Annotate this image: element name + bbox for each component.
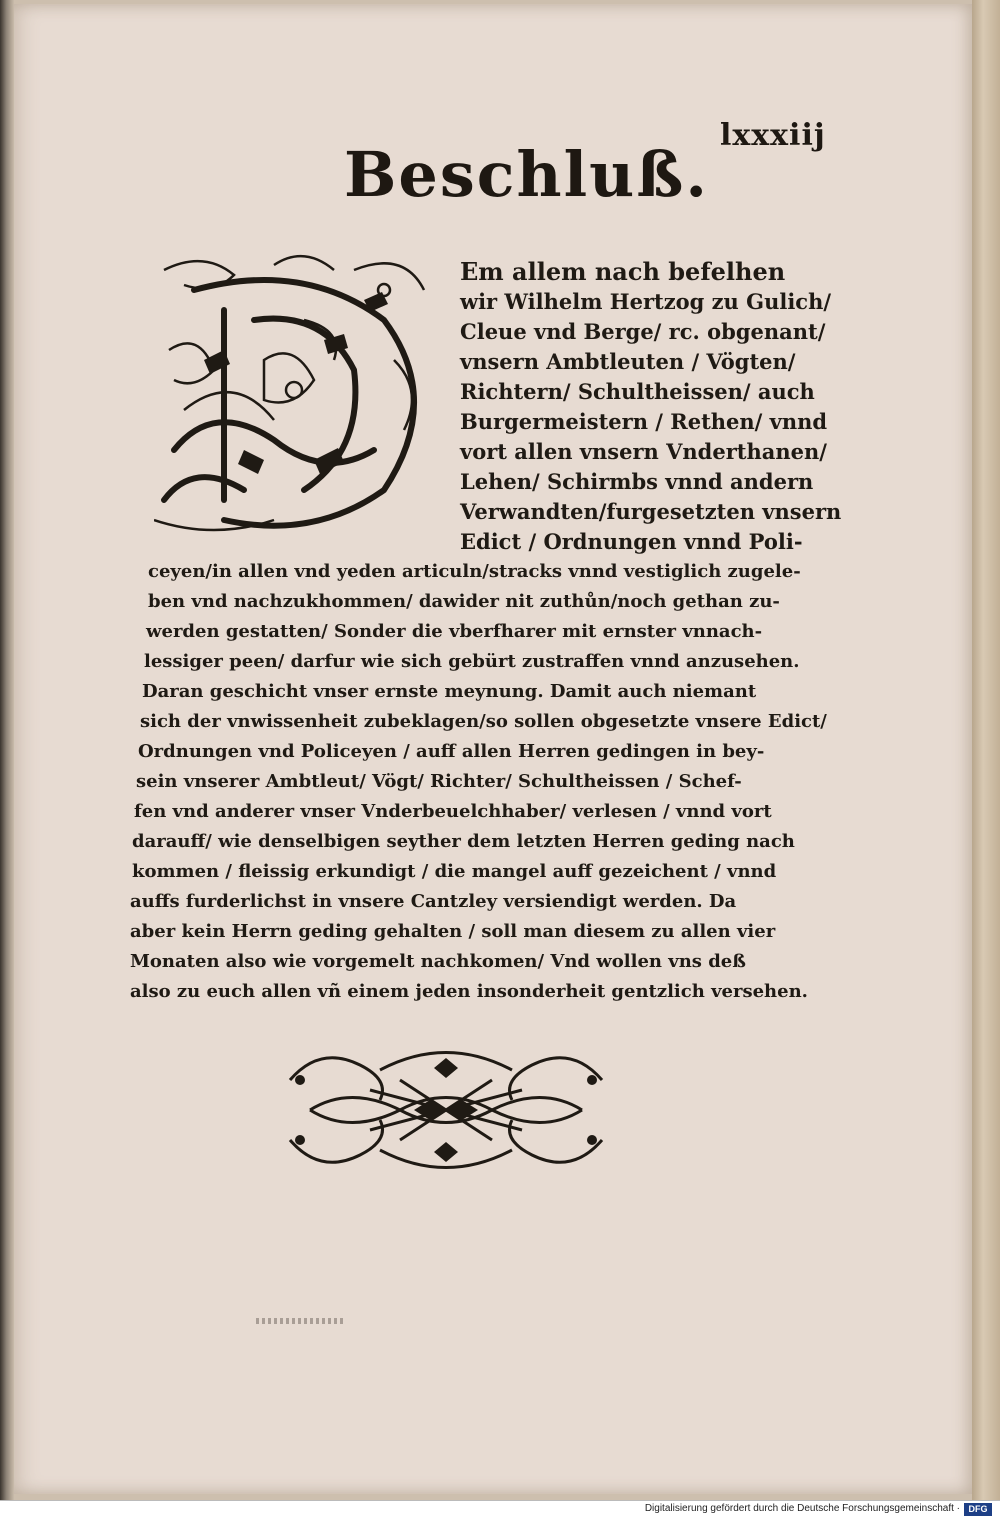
text-line: werden gestatten/ Sonder die vberfharer mit ernster vnnach- xyxy=(146,621,763,642)
book-binding-edge xyxy=(0,0,14,1500)
text-line: Verwandten/furgesetzten vnsern xyxy=(460,499,842,524)
text-line: sein vnserer Ambtleut/ Vögt/ Richter/ Schultheissen / Schef- xyxy=(136,771,742,792)
text-line: wir Wilhelm Hertzog zu Gulich/ xyxy=(460,289,832,314)
text-line: Cleue vnd Berge/ rc. obgenant/ xyxy=(460,319,826,344)
page-number: lxxxiij xyxy=(720,118,826,153)
decorated-initial-d xyxy=(154,250,450,540)
text-line: kommen / fleissig erkundigt / die mangel auff gezeichent / vnnd xyxy=(132,861,777,882)
ink-smudge xyxy=(256,1318,346,1324)
text-line: Ordnungen vnd Policeyen / auff allen Herren gedingen in bey- xyxy=(138,741,765,762)
text-line: fen vnd anderer vnser Vnderbeuelchhaber/ verlesen / vnnd vort xyxy=(134,801,772,822)
text-line: vort allen vnsern Vnderthanen/ xyxy=(460,439,827,464)
text-line: Daran geschicht vnser ernste meynung. Damit auch niemant xyxy=(142,681,757,702)
text-line: Lehen/ Schirmbs vnnd andern xyxy=(460,469,814,494)
footer-bar xyxy=(0,1500,1000,1519)
text-line: auffs furderlichst in vnsere Cantzley versiendigt werden. Da xyxy=(130,891,737,912)
page-edge xyxy=(972,0,1000,1500)
funding-notice: Digitalisierung gefördert durch die Deutsche Forschungsgemeinschaft · xyxy=(644,1503,960,1514)
text-line: Edict / Ordnungen vnnd Poli- xyxy=(460,529,803,554)
text-line: ben vnd nachzukhommen/ dawider nit zuthůn/noch gethan zu- xyxy=(148,591,780,612)
text-line: Monaten also wie vorgemelt nachkomen/ Vnd wollen vns deß xyxy=(130,951,746,972)
text-line: Em allem nach befelhen xyxy=(460,257,786,286)
text-line: aber kein Herrn geding gehalten / soll man diesem zu allen vier xyxy=(130,921,776,942)
text-line: also zu euch allen vñ einem jeden insonderheit gentzlich versehen. xyxy=(130,981,808,1002)
text-line: vnsern Ambtleuten / Vögten/ xyxy=(460,349,796,374)
knotwork-ornament xyxy=(280,1040,612,1180)
text-line: lessiger peen/ darfur wie sich gebürt zustraffen vnnd anzusehen. xyxy=(144,651,800,672)
text-line: sich der vnwissenheit zubeklagen/so sollen obgesetzte vnsere Edict/ xyxy=(140,711,827,732)
text-line: Burgermeistern / Rethen/ vnnd xyxy=(460,409,828,434)
page-heading: Beschluß. xyxy=(344,138,709,211)
text-line: ceyen/in allen vnd yeden articuln/stracks vnnd vestiglich zugele- xyxy=(148,561,801,582)
text-line: darauff/ wie denselbigen seyther dem letzten Herren geding nach xyxy=(132,831,795,852)
dfg-logo: DFG xyxy=(964,1503,992,1516)
text-line: Richtern/ Schultheissen/ auch xyxy=(460,379,815,404)
